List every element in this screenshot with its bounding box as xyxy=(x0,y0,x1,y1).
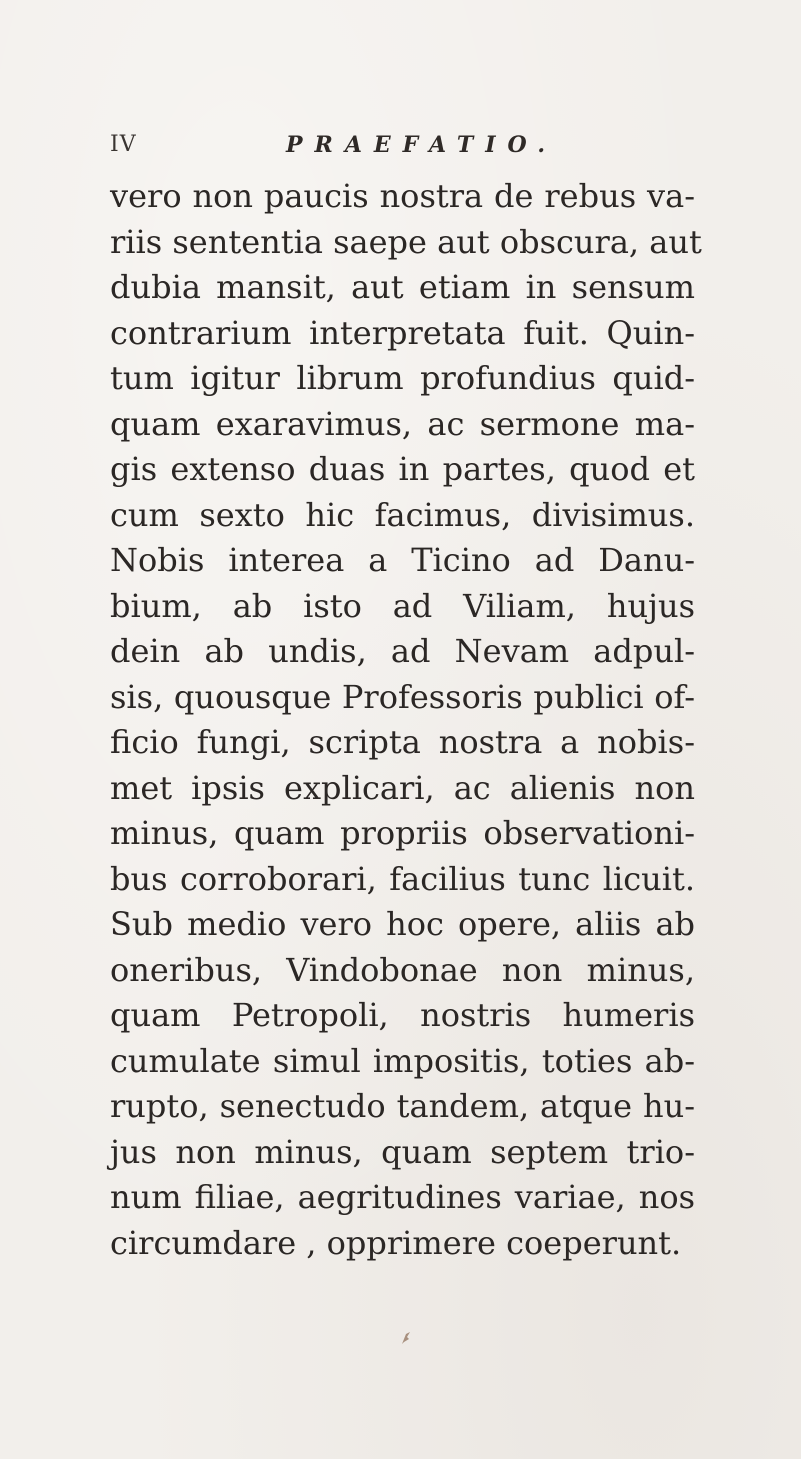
page-number: IV xyxy=(110,132,137,157)
page-header xyxy=(110,132,670,166)
text-line: bium, ab isto ad Viliam, hujus xyxy=(110,586,695,625)
text-line: cum sexto hic facimus, divisimus. xyxy=(110,495,695,534)
text-line: riis sententia saepe aut obscura, aut xyxy=(110,222,702,261)
text-line: tum igitur librum profundius quid- xyxy=(110,359,695,397)
text-line: rupto, senectudo tandem, atque hu- xyxy=(110,1087,695,1125)
text-line: ficio fungi, scripta nostra a nobis- xyxy=(110,723,695,761)
text-line: sis, quousque Professoris publici of- xyxy=(110,677,695,716)
text-line: met ipsis explicari, ac alienis non xyxy=(110,768,695,807)
text-line: dein ab undis, ad Nevam adpul- xyxy=(110,632,695,670)
text-line: jus non minus, quam septem trio- xyxy=(110,1132,695,1171)
body-text xyxy=(110,174,702,1266)
text-line: quam Petropoli, nostris humeris xyxy=(110,996,695,1034)
text-line: Nobis interea a Ticino ad Danu- xyxy=(110,541,695,579)
text-line: Sub medio vero hoc opere, aliis ab xyxy=(110,905,695,943)
text-line: bus corroborari, facilius tunc licuit. xyxy=(110,859,695,898)
text-line: vero non paucis nostra de rebus va- xyxy=(110,177,695,215)
text-line: circumdare , opprimere coeperunt. xyxy=(110,1223,682,1262)
text-line: cumulate simul impositis, toties ab- xyxy=(110,1041,695,1080)
ink-mark-shape xyxy=(400,1330,412,1346)
text-line: dubia mansit, aut etiam in sensum xyxy=(110,268,695,306)
text-line: contrarium interpretata fuit. Quin- xyxy=(110,313,695,352)
text-line: oneribus, Vindobonae non minus, xyxy=(110,950,695,989)
text-line: gis extenso duas in partes, quod et xyxy=(110,450,695,488)
running-title: PRAEFATIO. xyxy=(286,132,558,158)
text-line: quam exaravimus, ac sermone ma- xyxy=(110,404,695,443)
ink-mark-icon xyxy=(400,1330,412,1346)
text-line: minus, quam propriis observationi- xyxy=(110,814,695,852)
text-line: num filiae, aegritudines variae, nos xyxy=(110,1178,695,1216)
